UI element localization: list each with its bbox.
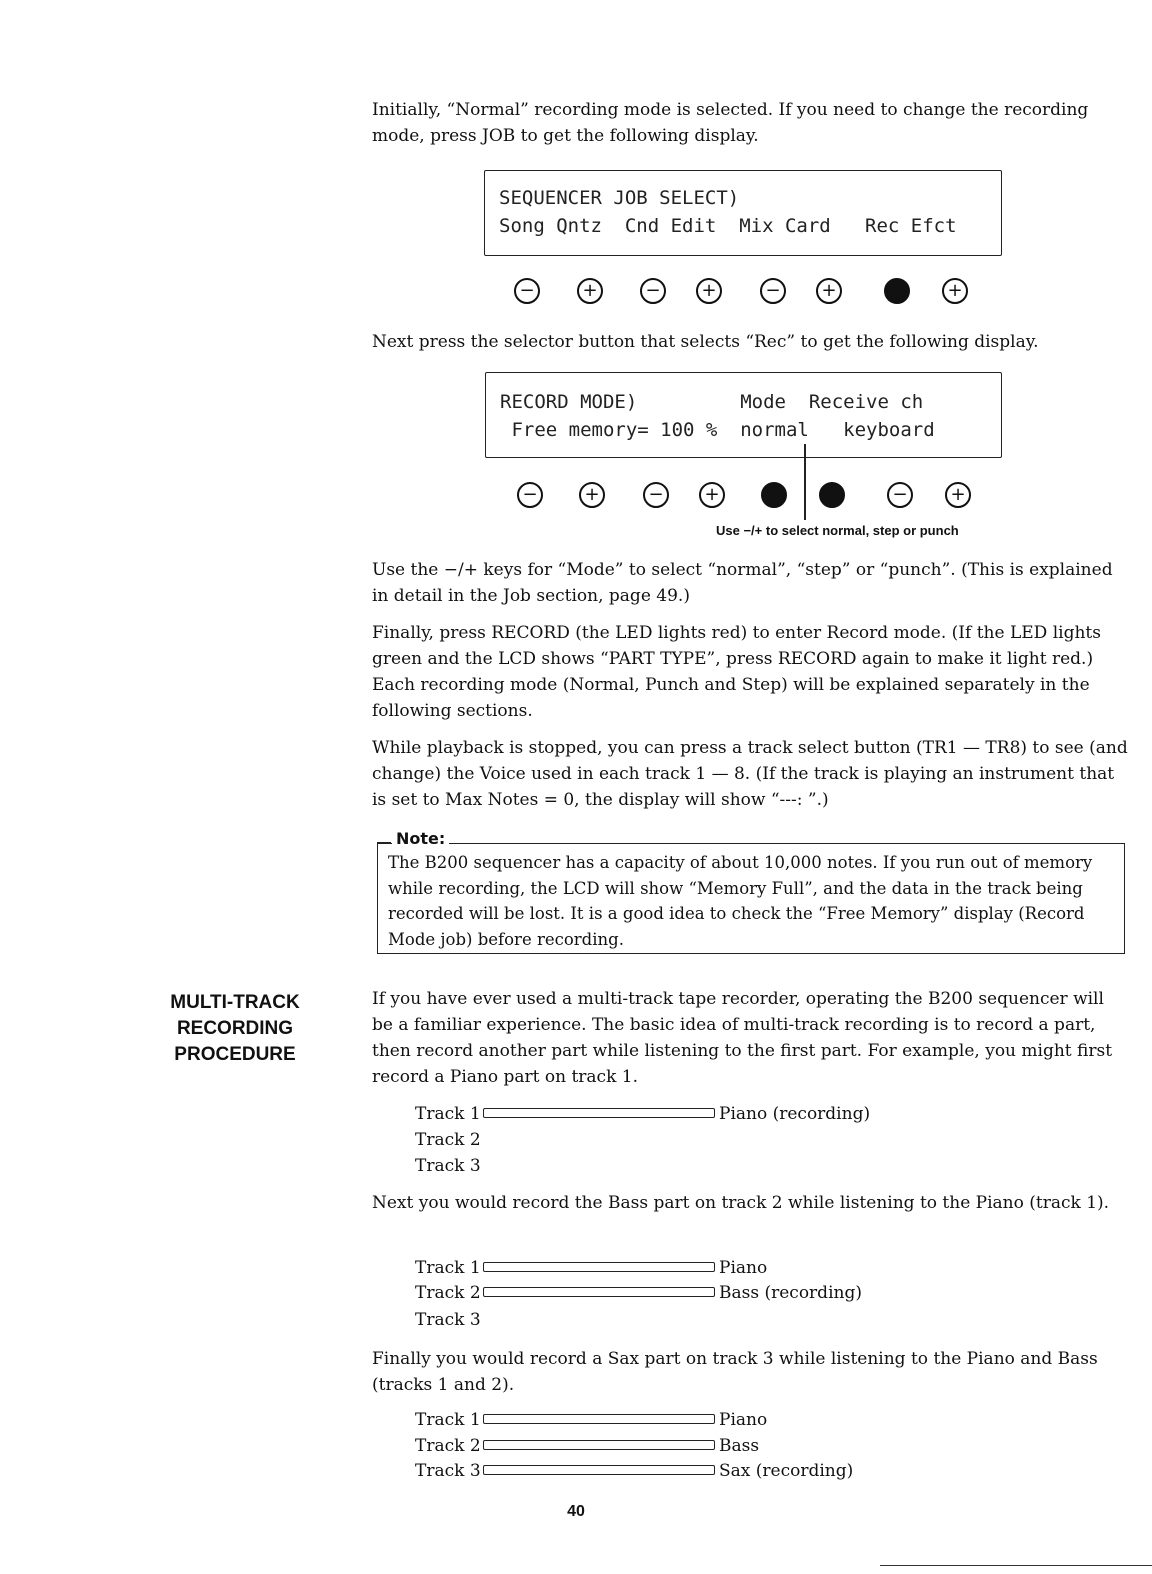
track-label: Track 2 [415, 1130, 481, 1150]
lcd-line-2: Song Qntz Cnd Edit Mix Card Rec Efct [499, 215, 957, 237]
lcd-line-1: SEQUENCER JOB SELECT) [499, 187, 740, 209]
track-label: Track 2 [415, 1283, 481, 1303]
selector-3-plus-button[interactable]: + [816, 278, 842, 304]
section-paragraph-2: Next you would record the Bass part on track 2 while listening to the Piano (track 1). [372, 1193, 1110, 1213]
keys-paragraph: Use the −/+ keys for “Mode” to select “normal”, “step” or “punch”. (This is explained in detail in the Job section, page 49.) [372, 560, 1113, 606]
part-label: Piano (recording) [719, 1104, 871, 1124]
selector-2-minus-button[interactable]: − [643, 482, 669, 508]
track-label: Track 1 [415, 1258, 481, 1278]
lcd-line-2: Free memory= 100 % normal keyboard [500, 419, 935, 441]
intro-paragraph: Initially, “Normal” recording mode is selected. If you need to change the recording mode, press JOB to get the following display. [372, 100, 1089, 146]
section-heading-line-3: PROCEDURE [174, 1044, 296, 1065]
record-paragraph: Finally, press RECORD (the LED lights red) to enter Record mode. (If the LED lights green and the LCD shows “PART TYPE”, press RECORD again to make it light red.) Each recording mode (Normal, Punch and Step) will be explained separately in the following sections. [372, 623, 1101, 721]
selector-2-plus-button[interactable]: + [696, 278, 722, 304]
playback-paragraph: While playback is stopped, you can press a track select button (TR1 — TR8) to see (and change) the Voice used in each track 1 — 8. (If the track is playing an instrument that is set to Max Notes = 0, the display will show “---: ”.) [372, 738, 1128, 810]
selector-1-plus-button[interactable]: + [579, 482, 605, 508]
part-label: Piano [719, 1410, 768, 1430]
section-paragraph-1: If you have ever used a multi-track tape recorder, operating the B200 sequencer will be a familiar experience. The basic idea of multi-track recording is to record a part, then record another part while listening to the first part. For example, you might first record a Piano part on track 1. [372, 989, 1113, 1087]
part-label: Sax (recording) [719, 1461, 854, 1481]
track-label: Track 1 [415, 1104, 481, 1124]
page-number: 40 [567, 1503, 585, 1520]
track-label: Track 1 [415, 1410, 481, 1430]
note-label: Note: [392, 829, 449, 848]
selector-2-plus-button[interactable]: + [699, 482, 725, 508]
track-label: Track 3 [415, 1156, 481, 1176]
selector-1-minus-button[interactable]: − [514, 278, 540, 304]
track-bar [483, 1262, 715, 1272]
section-heading [130, 990, 340, 1068]
track-label: Track 3 [415, 1310, 481, 1330]
selector-2-minus-button[interactable]: − [640, 278, 666, 304]
track-bar [483, 1440, 715, 1450]
lcd-job-select [484, 170, 1002, 256]
selector-3-minus-button[interactable]: − [760, 278, 786, 304]
track-label: Track 3 [415, 1461, 481, 1481]
track-bar [483, 1414, 715, 1424]
part-label: Piano [719, 1258, 768, 1278]
selector-4-plus-button[interactable]: + [945, 482, 971, 508]
track-bar [483, 1108, 715, 1118]
bottom-rule [880, 1565, 1152, 1566]
selector-1-plus-button[interactable]: + [577, 278, 603, 304]
selector-4-plus-button[interactable]: + [942, 278, 968, 304]
track-label: Track 2 [415, 1436, 481, 1456]
lcd2-caption: Use −/+ to select normal, step or punch [716, 523, 959, 538]
lcd-line-1: RECORD MODE) Mode Receive ch [500, 391, 924, 413]
selector-4-minus-button-pressed[interactable] [884, 278, 910, 304]
section-heading-line-1: MULTI-TRACK [170, 992, 300, 1013]
track-bar [483, 1287, 715, 1297]
section-paragraph-3: Finally you would record a Sax part on track 3 while listening to the Piano and Bass (tracks 1 and 2). [372, 1349, 1098, 1395]
next-press-paragraph: Next press the selector button that selects “Rec” to get the following display. [372, 332, 1039, 352]
track-bar [483, 1465, 715, 1475]
selector-3-plus-button-pressed[interactable] [819, 482, 845, 508]
lcd-record-mode [485, 372, 1002, 458]
part-label: Bass (recording) [719, 1283, 862, 1303]
selector-4-minus-button[interactable]: − [887, 482, 913, 508]
note-rule [377, 842, 391, 844]
selector-buttons-row-1 [510, 278, 980, 308]
note-text: The B200 sequencer has a capacity of about 10,000 notes. If you run out of memory while recording, the LCD will show “Memory Full”, and the data in the track being recorded will be lost. It is a good idea to check the “Free Memory” display (Record Mode job) before recording. [388, 853, 1093, 949]
selector-1-minus-button[interactable]: − [517, 482, 543, 508]
selector-buttons-row-2 [513, 482, 983, 512]
section-heading-line-2: RECORDING [176, 1018, 294, 1039]
selector-3-minus-button-pressed[interactable] [761, 482, 787, 508]
part-label: Bass [719, 1436, 760, 1456]
